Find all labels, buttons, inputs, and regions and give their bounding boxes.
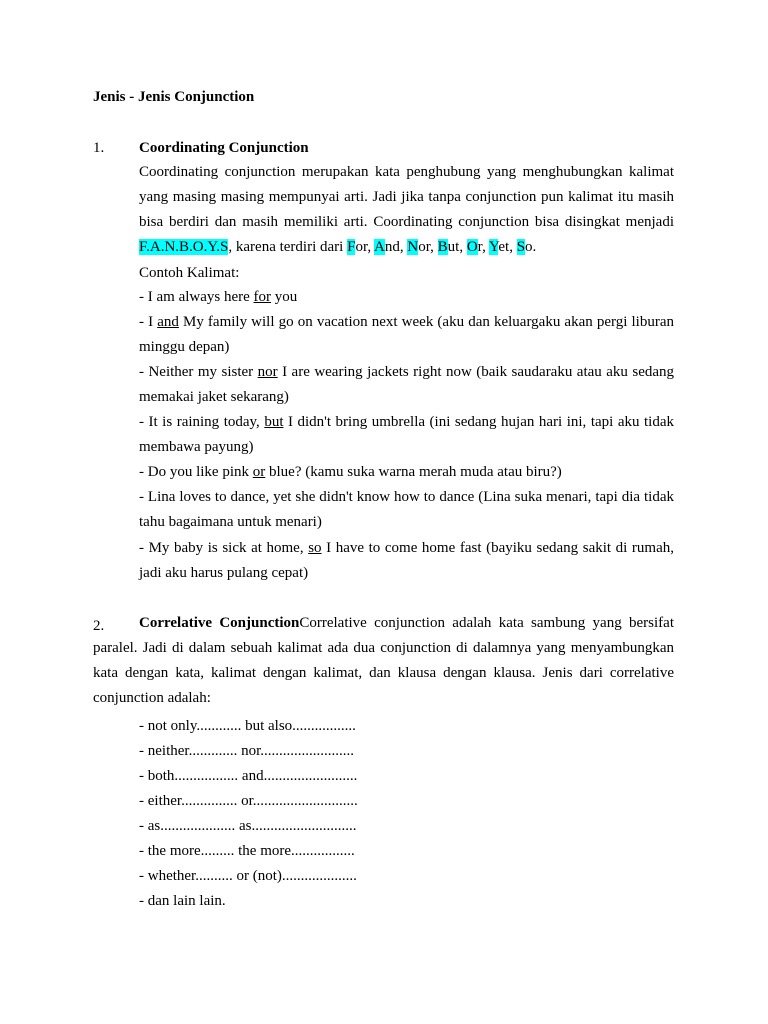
example-item xyxy=(139,410,674,460)
section-2-heading: Correlative Conjunction xyxy=(139,615,300,631)
fanboys-sep: , xyxy=(399,239,408,255)
example-conjunction: or xyxy=(252,464,266,480)
example-text: - It is raining today, xyxy=(139,414,265,430)
fanboys-letter: A xyxy=(374,239,385,255)
section-2-intro-text: Correlative conjunction adalah kata sambung yang bersifat paralel. Jadi di dalam sebuah kalimat ada dua conjunction di dalamnya yang menyambungkan kata dengan kata, kalimat dengan kalimat, dan klausa dengan klausa. Jenis dari correlative conjunction adalah: xyxy=(93,615,674,706)
section-1-number: 1. xyxy=(93,140,105,156)
example-text: - Neither my sister xyxy=(139,364,258,380)
example-text: - I am always here xyxy=(139,289,254,305)
section-1-heading: Coordinating Conjunction xyxy=(139,140,309,156)
example-item xyxy=(139,485,674,535)
example-item xyxy=(139,460,674,485)
fanboys-letter: S xyxy=(516,239,526,255)
fanboys-list xyxy=(347,239,536,255)
correlative-pair: - not only............ but also................. xyxy=(139,718,356,734)
fanboys-rest: or xyxy=(355,239,368,255)
fanboys-letter: B xyxy=(437,239,448,255)
fanboys-sep: , xyxy=(459,239,467,255)
section-1-intro-text: Coordinating conjunction merupakan kata penghubung yang menghubungkan kalimat yang masing masing mempunyai arti. Jadi jika tanpa conjunction pun kalimat itu masih bisa berdiri dan masih memiliki arti. Coordinating conjunction bisa disingkat menjadi xyxy=(139,164,674,230)
correlative-pair: - both................. and......................... xyxy=(139,768,358,784)
fanboys-rest: nd xyxy=(384,239,400,255)
correlative-pair: - either............... or............................ xyxy=(139,793,358,809)
fanboys-rest: et xyxy=(498,239,510,255)
correlative-pair: - dan lain lain. xyxy=(139,893,226,909)
example-text: I didn't bring umbrella (ini sedang hujan hari ini, tapi aku tidak membawa payung) xyxy=(139,414,674,455)
example-text: I are wearing jackets right now (baik saudaraku atau aku sedang memakai jaket sekarang) xyxy=(139,364,675,405)
fanboys-letter: N xyxy=(407,239,419,255)
fanboys-rest: ut xyxy=(447,239,460,255)
fanboys-rest: or xyxy=(418,239,431,255)
fanboys-sep: . xyxy=(532,239,537,255)
document-title: Jenis - Jenis Conjunction xyxy=(93,89,255,105)
fanboys-letter: O xyxy=(466,239,478,255)
correlative-pair: - the more......... the more................. xyxy=(139,843,355,859)
example-conjunction: and xyxy=(157,314,179,330)
example-text: I have to come home fast (bayiku sedang sakit di rumah, jadi aku harus pulang cepat) xyxy=(139,540,674,581)
example-item xyxy=(139,536,674,586)
example-item xyxy=(139,360,674,410)
example-text: My family will go on vacation next week (aku dan keluargaku akan pergi liburan minggu depan) xyxy=(139,314,674,355)
example-text: - My baby is sick at home, xyxy=(139,540,309,556)
fanboys-sep: , xyxy=(482,239,490,255)
correlative-pair: - neither............. nor......................... xyxy=(139,743,354,759)
example-text: - I xyxy=(139,314,158,330)
example-text: blue? (kamu suka warna merah muda atau biru?) xyxy=(265,464,562,480)
example-text: - Lina loves to dance, yet she didn't know how to dance (Lina suka menari, tapi dia tidak tahu bagaimana untuk menari) xyxy=(139,489,674,530)
example-conjunction: so xyxy=(308,540,322,556)
fanboys-sep: , xyxy=(367,239,375,255)
fanboys-lead: , karena terdiri dari xyxy=(228,239,348,255)
examples-label: Contoh Kalimat: xyxy=(139,265,240,281)
fanboys-rest: o xyxy=(525,239,533,255)
example-conjunction: for xyxy=(253,289,272,305)
fanboys-sep: , xyxy=(509,239,517,255)
example-item xyxy=(139,310,674,360)
fanboys-acronym: F.A.N.B.O.Y.S xyxy=(139,239,229,255)
example-conjunction: nor xyxy=(257,364,278,380)
section-1-intro xyxy=(139,160,674,260)
fanboys-sep: , xyxy=(430,239,438,255)
correlative-pair: - as.................... as............................ xyxy=(139,818,357,834)
fanboys-letter: F xyxy=(347,239,356,255)
example-conjunction: but xyxy=(264,414,284,430)
example-text: - Do you like pink xyxy=(139,464,253,480)
fanboys-letter: Y xyxy=(489,239,499,255)
section-2-number: 2. xyxy=(93,618,105,634)
correlative-pair: - whether.......... or (not).................... xyxy=(139,868,357,884)
section-2-intro xyxy=(93,611,674,711)
fanboys-rest: r xyxy=(477,239,483,255)
example-text: you xyxy=(271,289,298,305)
example-item xyxy=(139,285,674,310)
